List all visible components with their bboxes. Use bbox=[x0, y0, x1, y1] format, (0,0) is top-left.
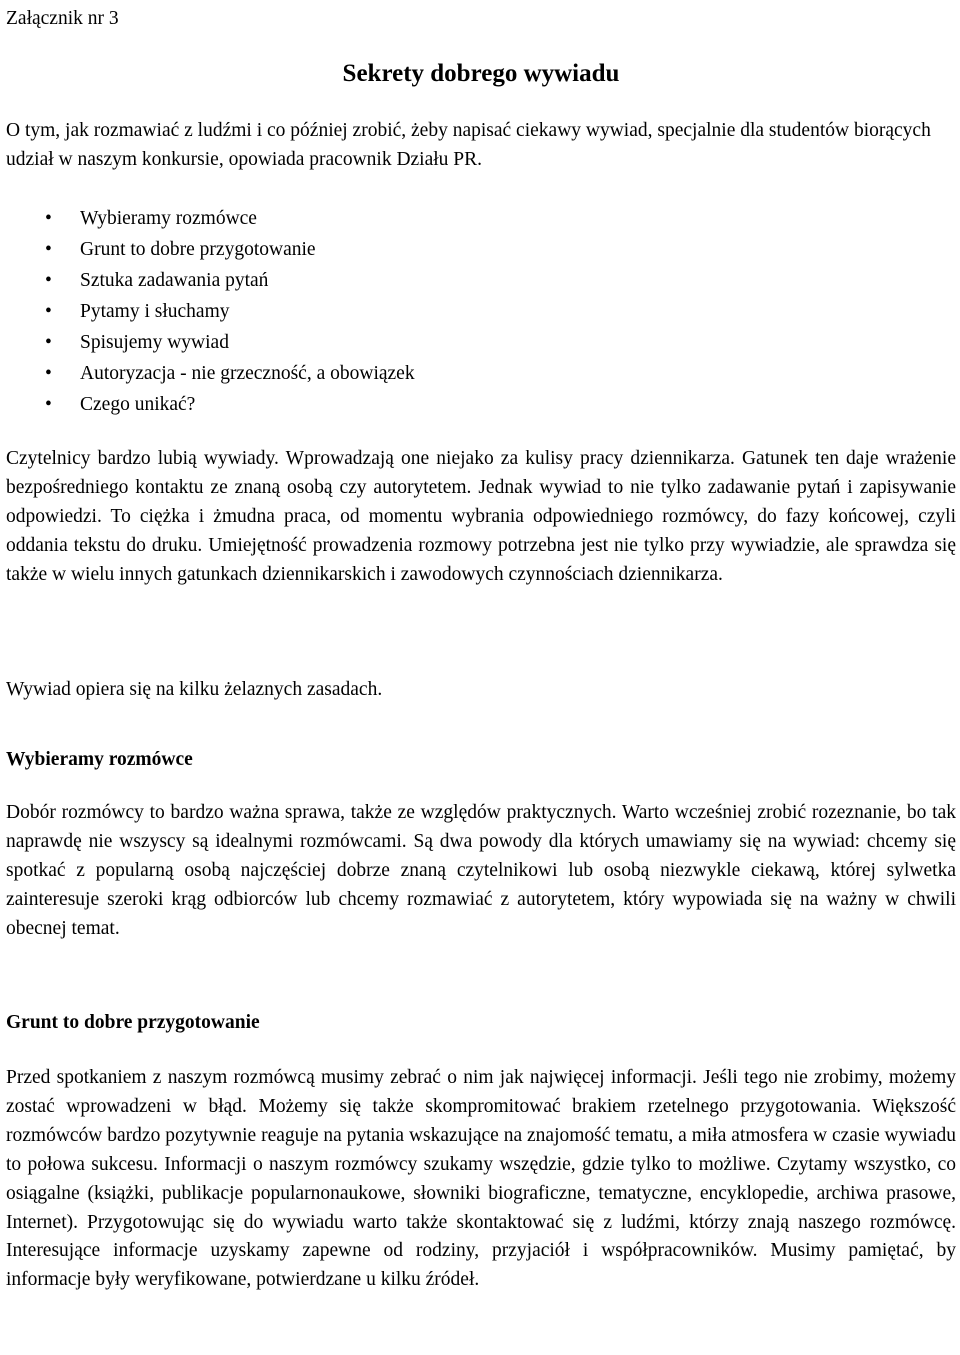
list-item bbox=[6, 296, 415, 327]
intro-paragraph: O tym, jak rozmawiać z ludźmi i co później zrobić, żeby napisać ciekawy wywiad, specjalnie dla studentów biorących udział w naszym konkursie, opowiada pracownik Działu PR. bbox=[6, 120, 931, 170]
list-item bbox=[6, 265, 415, 296]
list-item-label: Wybieramy rozmówce bbox=[80, 208, 257, 229]
document-title: Sekrety dobrego wywiadu bbox=[342, 60, 620, 87]
bullet-icon: • bbox=[45, 208, 52, 229]
section-text-preparation: Przed spotkaniem z naszym rozmówcą musimy zebrać o nim jak najwięcej informacji. Jeśli tego nie zrobimy, możemy zostać wprowadzeni w błąd. Możemy się także skompromitować brakiem rzetelnego przygotowania. Większość rozmówców bardzo pozytywnie reaguje na pytania wskazujące na znajomość tematu, a miła atmosfera w czasie wywiadu to połowa sukcesu. Informacji o naszym rozmówcy szukamy wszędzie, gdzie tylko to możliwe. Czytamy wszystko, co osiągalne (książki, publikacje popularnonaukowe, słowniki biograficzne, tematyczne, encyklopedie, archiwa prasowe, Internet). Przygotowując się do wywiadu warto także skontaktować się z ludźmi, którzy znają naszego rozmówcę. Interesujące informacje uzyskamy zapewne od rodziny, przyjaciół i współpracowników. Musimy pamiętać, by informacje były weryfikowane, potwierdzane u kilku źródeł. bbox=[6, 1067, 956, 1291]
bullet-icon: • bbox=[45, 239, 52, 260]
body-paragraph-readers: Czytelnicy bardzo lubią wywiady. Wprowadzają one niejako za kulisy pracy dziennikarza. Gatunek ten daje wrażenie bezpośredniego kontaktu ze znaną osobą czy autorytetem. Jednak wywiad to nie tylko zadawanie pytań i zapisywanie odpowiedzi. To ciężka i żmudna praca, od momentu wybrania odpowiedniego rozmówcy, do fazy końcowej, czyli oddania tekstu do druku. Umiejętność prowadzenia rozmowy potrzebna jest nie tylko przy wywiadzie, ale sprawdza się także w wielu innych gatunkach dziennikarskich i zawodowych czynnościach dziennikarza. bbox=[6, 448, 956, 585]
list-item bbox=[6, 203, 415, 234]
bullet-icon: • bbox=[45, 363, 52, 384]
list-item-label: Czego unikać? bbox=[80, 394, 196, 415]
list-item bbox=[6, 389, 415, 420]
section-text-interviewee: Dobór rozmówcy to bardzo ważna sprawa, także ze względów praktycznych. Warto wcześniej zrobić rozeznanie, bo tak naprawdę nie wszyscy są idealnymi rozmówcami. Są dwa powody dla których umawiamy się na wywiad: chcemy się spotkać z popularną osobą najczęściej dobrze znaną czytelnikowi lub osobą niezwykle ciekawą, której sylwetka zainteresuje szeroki krąg odbiorców lub chcemy rozmawiać z autorytetem, który wypowiada się na ważny w chwili obecnej temat. bbox=[6, 802, 956, 939]
section-heading-interviewee: Wybieramy rozmówce bbox=[6, 749, 193, 770]
list-item bbox=[6, 327, 415, 358]
section-heading-preparation: Grunt to dobre przygotowanie bbox=[6, 1012, 260, 1033]
list-item-label: Pytamy i słuchamy bbox=[80, 301, 230, 322]
list-item bbox=[6, 234, 415, 265]
list-item-label: Grunt to dobre przygotowanie bbox=[80, 239, 316, 260]
bullet-icon: • bbox=[45, 270, 52, 291]
bullet-icon: • bbox=[45, 301, 52, 322]
list-item-label: Autoryzacja - nie grzeczność, a obowiązek bbox=[80, 363, 415, 384]
list-item-label: Spisujemy wywiad bbox=[80, 332, 229, 353]
topics-list bbox=[6, 203, 415, 420]
bullet-icon: • bbox=[45, 394, 52, 415]
list-item-label: Sztuka zadawania pytań bbox=[80, 270, 269, 291]
list-item bbox=[6, 358, 415, 389]
body-paragraph-rules: Wywiad opiera się na kilku żelaznych zasadach. bbox=[6, 679, 383, 700]
bullet-icon: • bbox=[45, 332, 52, 353]
annex-label: Załącznik nr 3 bbox=[6, 8, 119, 29]
